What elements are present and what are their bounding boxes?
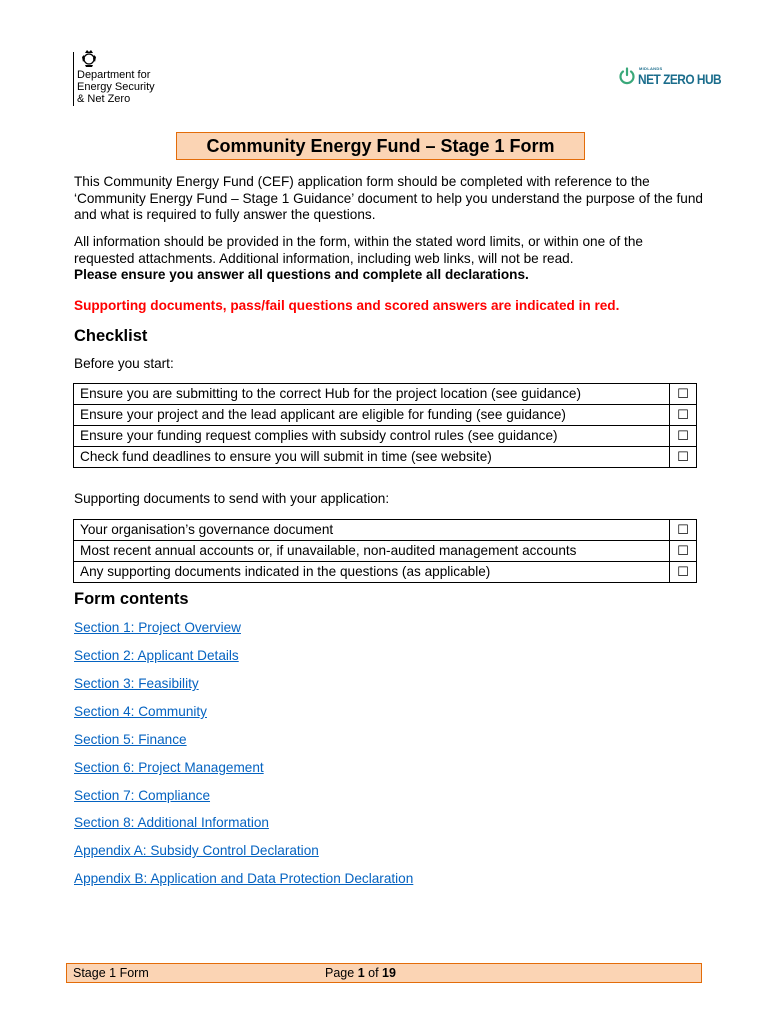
checkbox[interactable]: ☐ <box>670 405 697 426</box>
checklist-item: Your organisation’s governance document <box>74 520 670 541</box>
checklist-item: Check fund deadlines to ensure you will submit in time (see website) <box>74 447 670 468</box>
net-zero-hub-logo <box>618 65 728 91</box>
toc-link-section-8[interactable]: Section 8: Additional Information <box>74 815 269 830</box>
page-number <box>325 966 396 980</box>
checkbox[interactable]: ☐ <box>670 447 697 468</box>
red-note: Supporting documents, pass/fail questions and scored answers are indicated in red. <box>74 298 620 313</box>
checklist-item: Ensure you are submitting to the correct Hub for the project location (see guidance) <box>74 384 670 405</box>
intro-paragraph-2 <box>74 234 704 284</box>
toc-link-section-4[interactable]: Section 4: Community <box>74 704 207 719</box>
toc-link-appendix-b[interactable]: Appendix B: Application and Data Protection Declaration <box>74 871 414 886</box>
power-icon <box>618 67 636 85</box>
supporting-docs-label: Supporting documents to send with your application: <box>74 491 390 506</box>
checkbox[interactable]: ☐ <box>670 541 697 562</box>
current-page: 1 <box>357 966 365 980</box>
declaration-reminder: Please ensure you answer all questions and complete all declarations. <box>74 267 529 283</box>
table-row <box>74 405 697 426</box>
toc-link-appendix-a[interactable]: Appendix A: Subsidy Control Declaration <box>74 843 319 858</box>
page-footer <box>66 963 702 983</box>
intro-paragraph-2-text: All information should be provided in the form, within the stated word limits, or within one of the requested attachments. Additional information, including web links, will not be read. <box>74 234 643 266</box>
checklist-item: Any supporting documents indicated in the questions (as applicable) <box>74 562 670 583</box>
toc-link-section-6[interactable]: Section 6: Project Management <box>74 760 264 775</box>
before-checklist-table <box>73 383 697 468</box>
checklist-item: Ensure your funding request complies with subsidy control rules (see guidance) <box>74 426 670 447</box>
table-row <box>74 384 697 405</box>
form-contents-heading: Form contents <box>74 590 189 608</box>
page-word: Page <box>325 966 355 980</box>
checklist-heading: Checklist <box>74 327 148 345</box>
royal-crest-icon <box>79 48 99 68</box>
toc-link-section-3[interactable]: Section 3: Feasibility <box>74 676 199 691</box>
of-word: of <box>368 966 379 980</box>
before-you-start-label: Before you start: <box>74 356 174 371</box>
checkbox[interactable]: ☐ <box>670 520 697 541</box>
checkbox[interactable]: ☐ <box>670 562 697 583</box>
table-row <box>74 541 697 562</box>
page-title <box>176 132 585 160</box>
table-row <box>74 562 697 583</box>
department-logo <box>73 48 193 110</box>
checkbox[interactable]: ☐ <box>670 384 697 405</box>
footer-form-name: Stage 1 Form <box>73 966 149 980</box>
intro-paragraph-1: This Community Energy Fund (CEF) application form should be completed with reference to the ‘Community Energy Fund – Stage 1 Guidance’ document to help you understand the purpose of the fund and what is required to fully answer the questions. <box>74 174 703 223</box>
supporting-docs-table <box>73 519 697 583</box>
table-row <box>74 520 697 541</box>
checkbox[interactable]: ☐ <box>670 426 697 447</box>
toc-link-section-7[interactable]: Section 7: Compliance <box>74 788 211 803</box>
department-name: Department for Energy Security & Net Zero <box>77 69 155 105</box>
checklist-item: Most recent annual accounts or, if unavailable, non-audited management accounts <box>74 541 670 562</box>
page-title-text: Community Energy Fund – Stage 1 Form <box>206 135 555 156</box>
toc-link-section-5[interactable]: Section 5: Finance <box>74 732 187 747</box>
checklist-item: Ensure your project and the lead applicant are eligible for funding (see guidance) <box>74 405 670 426</box>
logo-divider <box>73 52 74 106</box>
hub-region: MIDLANDS <box>639 66 663 71</box>
total-pages: 19 <box>382 966 396 980</box>
toc-link-section-2[interactable]: Section 2: Applicant Details <box>74 648 239 663</box>
toc-link-section-1[interactable]: Section 1: Project Overview <box>74 620 241 635</box>
hub-name: NET ZERO HUB <box>638 71 722 87</box>
table-row <box>74 447 697 468</box>
table-row <box>74 426 697 447</box>
